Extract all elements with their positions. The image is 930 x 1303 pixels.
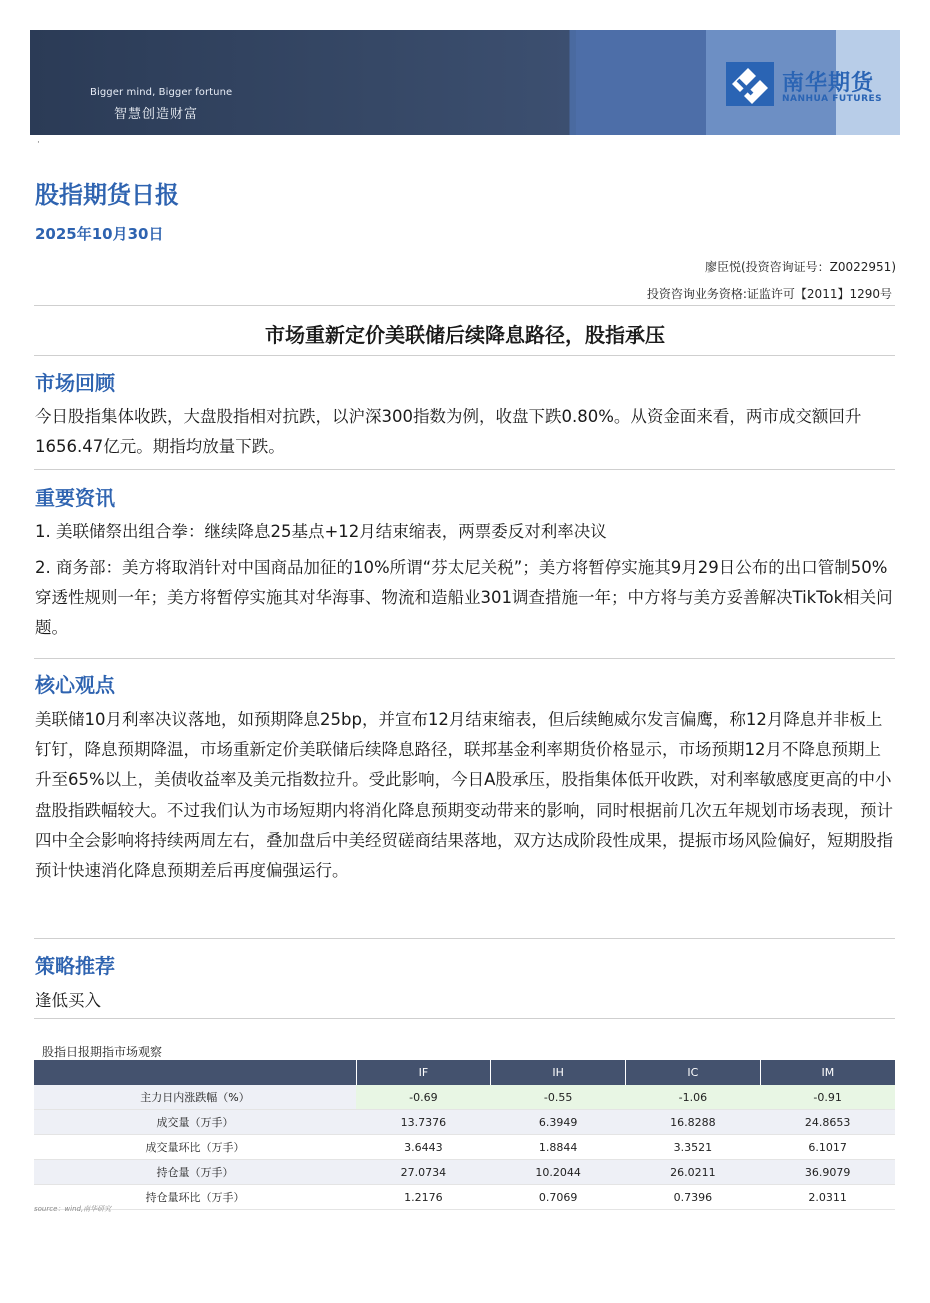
table-cell: 10.2044 [491,1160,626,1185]
table-row [34,1160,895,1185]
market-observation-table [34,1060,895,1210]
analyst-info: 廖臣悦(投资咨询证号：Z0022951) [704,260,896,274]
source-note: source：wind,南华研究 [34,1205,112,1213]
logo-text-en: NANHUA FUTURES [782,94,883,104]
row-label: 成交量环比（万手） [34,1135,356,1160]
table-cell: -0.91 [760,1085,895,1110]
table-row [34,1135,895,1160]
table-cell: 36.9079 [760,1160,895,1185]
table-caption: 股指日报期指市场观察 [42,1045,163,1059]
nanhua-logo-icon [726,62,774,106]
slogan-en: Bigger mind, Bigger fortune [90,87,233,98]
table-cell: 0.7396 [626,1185,761,1210]
strategy-body: 逢低买入 [35,991,101,1010]
strategy-text [35,986,897,1016]
table-cell: 6.1017 [760,1135,895,1160]
news-item: 2. 商务部：美方将取消针对中国商品加征的10%所谓“芬太尼关税”；美方将暂停实施其9月29日公布的出口管制50%穿透性规则一年；美方将暂停实施其对华海事、物流和造船业301调查措施一年；中方将与美方妥善解决TikTok相关问题。 [35,558,893,637]
table-cell: 1.8844 [491,1135,626,1160]
table-cell: 24.8653 [760,1110,895,1135]
market-review-body: 今日股指集体收跌，大盘股指相对抗跌，以沪深300指数为例，收盘下跌0.80%。从资金面来看，两市成交额回升1656.47亿元。期指均放量下跌。 [35,407,862,456]
report-date: 2025年10月30日 [35,225,164,243]
core-view-body: 美联储10月利率决议落地，如预期降息25bp，并宣布12月结束缩表，但后续鲍威尔发言偏鹰，称12月降息并非板上钉钉，降息预期降温，市场重新定价美联储后续降息路径，联邦基金利率期货价格显示，市场预期12月不降息预期上升至65%以上，美债收益率及美元指数拉升。受此影响，今日A股承压，股指集体低开收跌，对利率敏感度更高的中小盘股指跌幅较大。不过我们认为市场短期内将消化降息预期变动带来的影响，同时根据前几次五年规划市场表现，预计四中全会影响将持续两周左右，叠加盘后中美经贸磋商结果落地，双方达成阶段性成果，提振市场风险偏好，短期股指预计快速消化降息预期差后再度偏强运行。 [35,710,893,881]
page-marker: · [37,138,40,148]
slogan-cn: 智慧创造财富 [114,107,199,122]
divider [34,658,895,659]
market-review-text [35,402,897,462]
table-cell: 2.0311 [760,1185,895,1210]
table-cell: 1.2176 [356,1185,491,1210]
table-cell: 3.6443 [356,1135,491,1160]
table-cell: 27.0734 [356,1160,491,1185]
logo-text-cn: 南华期货 [782,71,875,96]
column-header: IM [760,1060,895,1085]
divider [34,938,895,939]
banner-band [576,30,706,135]
divider [34,469,895,470]
news-list [35,517,897,643]
table-cell: 26.0211 [626,1160,761,1185]
table-cell: 0.7069 [491,1185,626,1210]
section-title-core-view: 核心观点 [35,673,115,697]
divider [34,305,895,306]
report-title: 股指期货日报 [35,181,179,209]
license-info: 投资咨询业务资格:证监许可【2011】1290号 [646,287,892,301]
table-cell: 16.8288 [626,1110,761,1135]
column-header: IH [491,1060,626,1085]
table-cell: 13.7376 [356,1110,491,1135]
headline: 市场重新定价美联储后续降息路径，股指承压 [265,323,665,347]
section-title-market-review: 市场回顾 [35,371,115,395]
table-row [34,1110,895,1135]
table-cell: -0.69 [356,1085,491,1110]
table-cell: -0.55 [491,1085,626,1110]
news-item: 1. 美联储祭出组合拳：继续降息25基点+12月结束缩表，两票委反对利率决议 [35,522,607,541]
column-header: IC [626,1060,761,1085]
row-label: 成交量（万手） [34,1110,356,1135]
core-view-text [35,705,897,886]
divider [34,355,895,356]
table-row [34,1185,895,1210]
table-cell: -1.06 [626,1085,761,1110]
section-title-strategy: 策略推荐 [35,954,115,978]
table-cell: 3.3521 [626,1135,761,1160]
divider [34,1018,895,1019]
table-header-row [34,1060,895,1085]
column-header [34,1060,356,1085]
table-row [34,1085,895,1110]
row-label: 持仓量环比（万手） [34,1185,356,1210]
row-label: 持仓量（万手） [34,1160,356,1185]
row-label: 主力日内涨跌幅（%） [34,1085,356,1110]
column-header: IF [356,1060,491,1085]
header-banner [30,30,900,135]
table-cell: 6.3949 [491,1110,626,1135]
section-title-news: 重要资讯 [35,486,115,510]
